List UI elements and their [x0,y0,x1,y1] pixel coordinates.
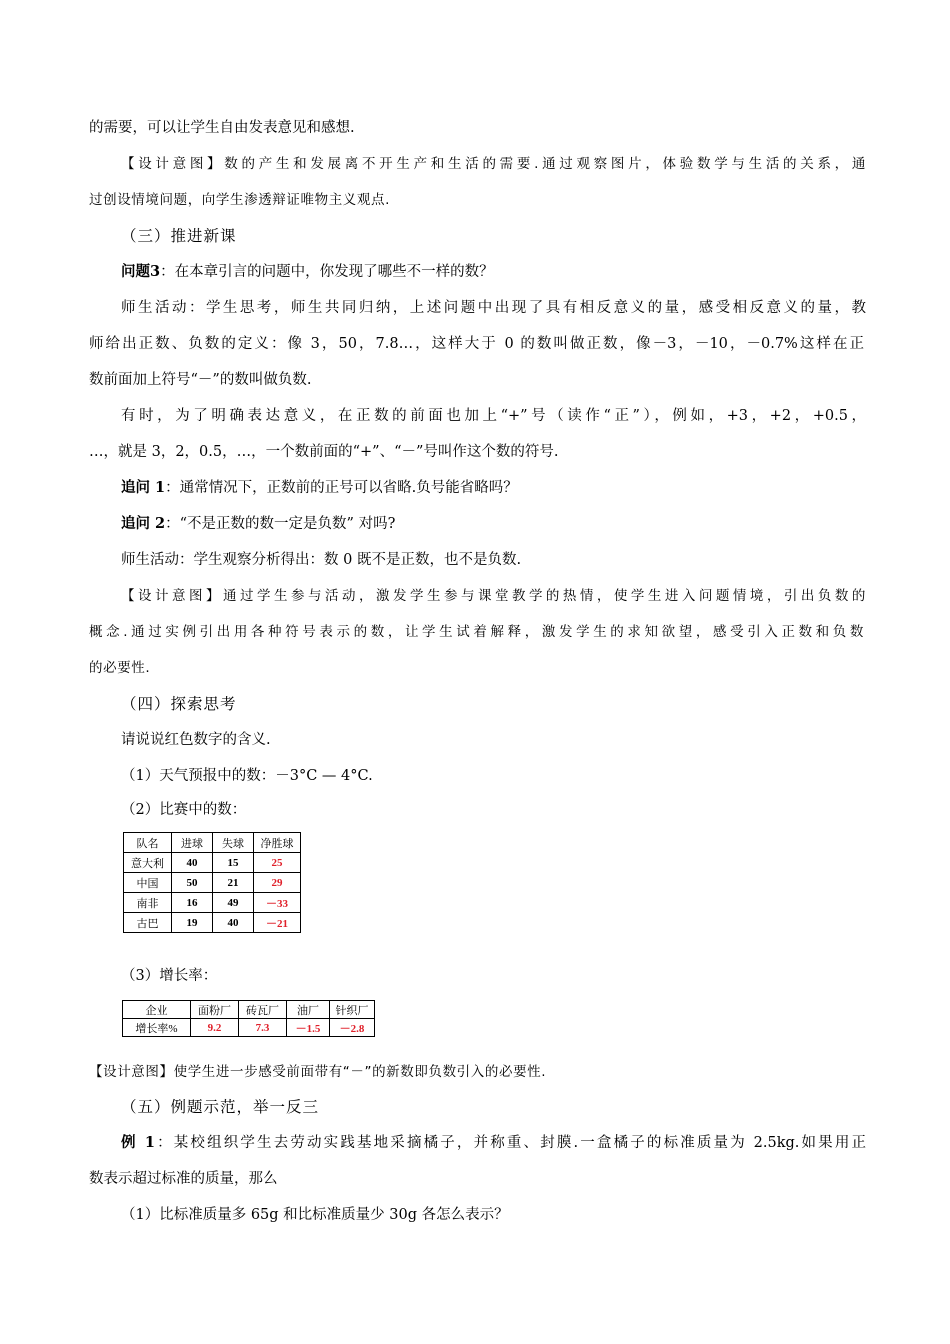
item-3: （3）增长率： [121,968,218,984]
followup-2 [121,514,866,534]
header-cell: 失球 [213,833,254,853]
design-intent-3: 【设计意图】使学生进一步感受前面带有“－”的新数即负数引入的必要性. [89,1064,547,1080]
header-cell: 队名 [124,833,172,853]
design-intent-2-end: 的必要性. [89,660,151,676]
sign-line-2: …，就是 3，2，0.5，…，一个数前面的“+”、“－”号叫作这个数的符号. [89,444,559,460]
table-row [124,853,301,873]
section-heading-5: （五）例题示范，举一反三 [121,1098,320,1116]
red-cell: 29 [254,873,301,893]
followup-1 [121,478,866,498]
design-intent-2-cont: 概念.通过实例引出用各种符号表示的数，让学生试着解释，激发学生的求知欲望，感受引入正数和负数 [89,624,864,640]
activity-line-3: 数前面加上符号“－”的数叫做负数. [89,372,312,388]
header-cell: 针织厂 [330,1001,375,1019]
question-3 [121,262,866,282]
header-cell: 净胜球 [254,833,301,853]
table-row [124,913,301,933]
table-row [123,1019,375,1037]
question-3-label: 问题3 [121,263,161,280]
followup-1-text: ：通常情况下，正数前的正号可以省略.负号能省略吗？ [165,480,518,496]
red-cell: 25 [254,853,301,873]
team-cell: 南非 [124,893,172,913]
cell: 50 [172,873,213,893]
red-cell: 7.3 [239,1019,287,1037]
header-cell: 砖瓦厂 [239,1001,287,1019]
cell: 40 [172,853,213,873]
observation: 师生活动：学生观察分析得出：数 0 既不是正数，也不是负数. [121,552,522,568]
example-1-label: 例 1 [121,1134,155,1151]
header-cell: 油厂 [287,1001,330,1019]
growth-table-header [123,1001,375,1019]
design-intent-2: 【设计意图】通过学生参与活动，激发学生参与课堂教学的热情，使学生进入问题情境，引出负数的 [121,588,866,604]
example-1-question: （1）比标准质量多 65g 和比标准质量少 30g 各怎么表示？ [121,1207,509,1223]
header-cell: 企业 [123,1001,191,1019]
cell: 15 [213,853,254,873]
text-line: 的需要，可以让学生自由发表意见和感想. [89,120,355,136]
red-cell: －2.8 [330,1019,375,1037]
header-cell: 面粉厂 [191,1001,239,1019]
red-cell: 9.2 [191,1019,239,1037]
followup-2-label: 追问 2 [121,515,166,532]
followup-2-text: ：“不是正数的数一定是负数” 对吗? [165,516,396,532]
example-1-text: ：某校组织学生去劳动实践基地采摘橘子，并称重、封膜.一盒橘子的标准质量为 2.5kg.如果用正 [154,1135,866,1151]
table-row [124,893,301,913]
section-heading-4: （四）探索思考 [121,695,237,713]
red-cell: －33 [254,893,301,913]
team-cell: 古巴 [124,913,172,933]
prompt: 请说说红色数字的含义. [121,732,271,748]
section-heading-3: （三）推进新课 [121,227,237,245]
cell: 19 [172,913,213,933]
example-1-cont: 数表示超过标准的质量，那么 [89,1171,278,1187]
design-intent-1: 【设计意图】数的产生和发展离不开生产和生活的需要.通过观察图片，体验数学与生活的关系，通 [121,156,866,172]
label-cell: 增长率% [123,1019,191,1037]
match-table [123,832,301,933]
example-1 [121,1133,866,1153]
sign-line-1: 有时，为了明确表达意义，在正数的前面也加上“+”号（读作“正”），例如，+3，+2，+0.5， [121,408,866,424]
cell: 49 [213,893,254,913]
match-table-header [124,833,301,853]
activity-line-2: 师给出正数、负数的定义：像 3，50，7.8…，这样大于 0 的数叫做正数，像－3，－10，－0.7%这样在正 [89,336,864,352]
cell: 21 [213,873,254,893]
cell: 40 [213,913,254,933]
table-row [124,873,301,893]
design-intent-1-cont: 过创设情境问题，向学生渗透辩证唯物主义观点. [89,192,390,208]
growth-table [122,1000,375,1037]
team-cell: 中国 [124,873,172,893]
item-1: （1）天气预报中的数：－3°C — 4°C. [121,768,373,784]
header-cell: 进球 [172,833,213,853]
team-cell: 意大利 [124,853,172,873]
item-2: （2）比赛中的数： [121,802,247,818]
activity-line-1: 师生活动：学生思考，师生共同归纳，上述问题中出现了具有相反意义的量，感受相反意义的量，教 [121,300,866,316]
red-cell: －1.5 [287,1019,330,1037]
question-3-text: ：在本章引言的问题中，你发现了哪些不一样的数？ [160,264,494,280]
red-cell: －21 [254,913,301,933]
cell: 16 [172,893,213,913]
followup-1-label: 追问 1 [121,479,166,496]
